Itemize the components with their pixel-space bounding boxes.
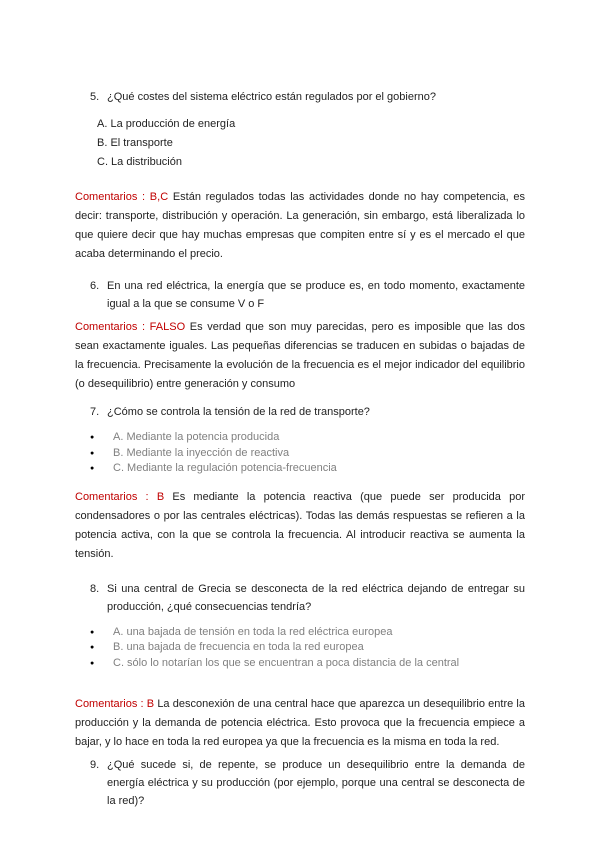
- comment-text: La desconexión de una central hace que aparezca un desequilibrio entre la producción y la demanda de potencia eléctrica. Esto provoca que la frecuencia empiece a bajar, y lo hace en toda la red europea ya que la frecuencia es la misma en toda la red.: [75, 698, 525, 748]
- question-number: 8.: [90, 582, 100, 595]
- comment-label: Comentarios :: [75, 321, 146, 333]
- comment-label: Comentarios :: [75, 191, 146, 203]
- comment-paragraph: [75, 188, 525, 264]
- question-number: 5.: [90, 91, 100, 103]
- question-block-8: [75, 580, 525, 753]
- comment-label: Comentarios :: [75, 490, 149, 503]
- question-8: [90, 580, 525, 616]
- question-text: Si una central de Grecia se desconecta de la red eléctrica dejando de entregar su producción, ¿qué consecuencias tendría?: [107, 582, 525, 613]
- comment-answer: FALSO: [149, 321, 186, 333]
- question-number: 9.: [90, 759, 100, 771]
- question-text: ¿Qué costes del sistema eléctrico están regulados por el gobierno?: [107, 91, 436, 103]
- question-6: [90, 277, 525, 313]
- option-c: ● C. Mediante la regulación potencia-frecuencia: [90, 461, 525, 477]
- comment-answer: B,C: [149, 191, 169, 203]
- question-number: 6.: [90, 280, 100, 292]
- comment-label: Comentarios :: [75, 698, 144, 710]
- comment-text: Es mediante la potencia reactiva (que puede ser producida por condensadores o por las centrales eléctricas). Todas las demás respuestas se refieren a la potencia activa, con la que se controla la frecuencia. Al introducir reactiva se aumenta la tensión.: [75, 490, 525, 560]
- comment-paragraph: [75, 318, 525, 394]
- question-text: ¿Cómo se controla la tensión de la red de transporte?: [107, 406, 370, 418]
- option-c: ● C. sólo lo notarían los que se encuentran a poca distancia de la central: [90, 656, 525, 672]
- option-a: ● A. Mediante la potencia producida: [90, 430, 525, 446]
- comment-text: Es verdad que son muy parecidas, pero es imposible que las dos sean exactamente iguales. Las pequeñas diferencias se traducen en subidas o bajadas de la frecuencia. Precisamente la evolución de la frecuencia es el mejor indicador del equilibrio (o desequilibrio) entre generación y consumo: [75, 321, 525, 390]
- comment-paragraph: [75, 695, 525, 752]
- option-a: ● A. una bajada de tensión en toda la red eléctrica europea: [90, 625, 525, 641]
- option-c: C. La distribución: [97, 156, 182, 168]
- question-block-5: [75, 88, 525, 264]
- question-5: [90, 88, 525, 106]
- question-block-6: [75, 277, 525, 394]
- question-block-9: [75, 756, 525, 810]
- question-block-7: [75, 403, 525, 564]
- option-b: B. El transporte: [97, 137, 173, 149]
- comment-text: Están regulados todas las actividades donde no hay competencia, es decir: transporte, distribución y operación. La generación, sin embargo, está liberalizada lo que quiere decir que hay muchas empresas que compiten entre sí y es el mercado el que acaba determinando el precio.: [75, 191, 525, 260]
- comment-paragraph: [75, 488, 525, 564]
- options-list: [90, 625, 525, 672]
- options-list: [97, 115, 525, 172]
- question-text: ¿Qué sucede si, de repente, se produce un desequilibrio entre la demanda de energía eléctrica y su producción (por ejemplo, porque una central se desconecta de la red)?: [107, 759, 525, 807]
- question-9: [90, 756, 525, 810]
- question-7: [90, 403, 525, 421]
- options-list: [90, 430, 525, 477]
- question-number: 7.: [90, 406, 100, 418]
- comment-answer: B: [156, 490, 165, 503]
- option-a: A. La producción de energía: [97, 118, 236, 130]
- option-b: ● B. Mediante la inyección de reactiva: [90, 446, 525, 462]
- option-b: ● B. una bajada de frecuencia en toda la red europea: [90, 640, 525, 656]
- question-text: En una red eléctrica, la energía que se produce es, en todo momento, exactamente igual a la que se consume V o F: [107, 280, 525, 310]
- comment-answer: B: [146, 698, 155, 710]
